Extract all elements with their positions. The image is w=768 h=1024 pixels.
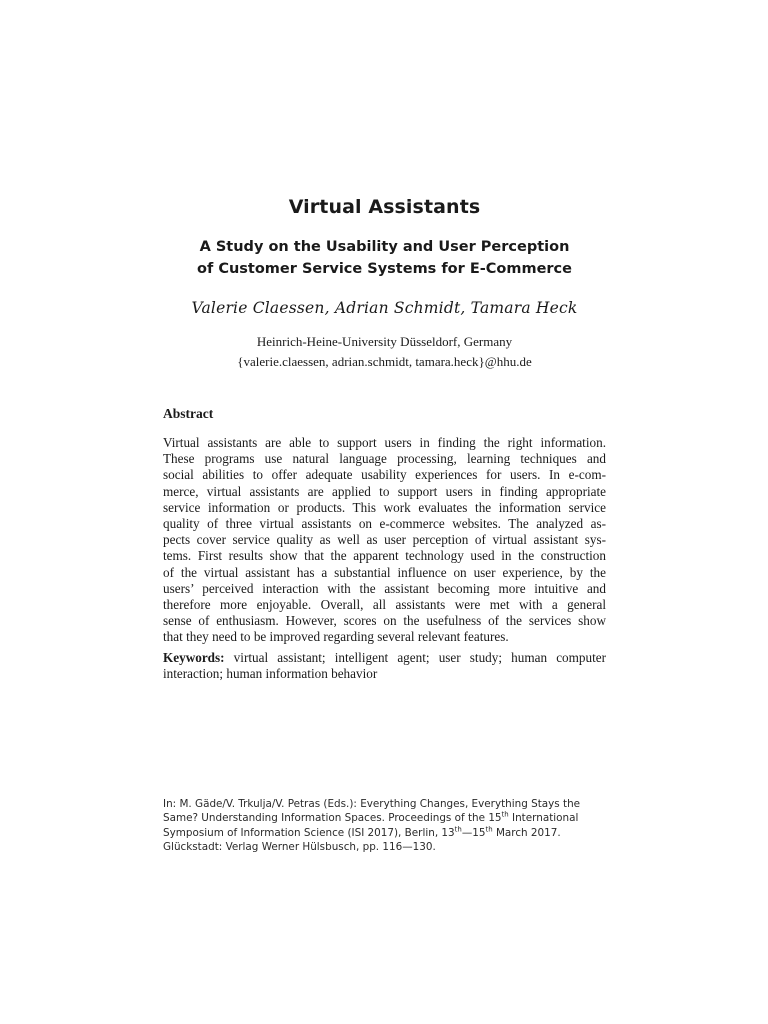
affiliation: Heinrich-Heine-University Düsseldorf, Germany xyxy=(256,334,513,349)
abstract-body xyxy=(163,435,606,645)
keywords-line-1 xyxy=(163,650,606,666)
citation-line-2 xyxy=(163,811,606,825)
citation-line-1: In: M. Gäde/V. Trkulja/V. Petras (Eds.): Everything Changes, Everything Stays the xyxy=(163,798,581,810)
citation-text: Same? Understanding Information Spaces. Proceedings of the 15 xyxy=(163,812,502,825)
citation-line-4: Glückstadt: Verlag Werner Hülsbusch, pp. 116—130. xyxy=(163,841,436,854)
citation-text: March 2017. xyxy=(492,826,561,839)
abstract-line: sense of enthusiasm. However, scores on the usefulness of the services show xyxy=(163,613,606,629)
abstract-line: therefore more enjoyable. Overall, all assistants were met with a general xyxy=(163,596,606,612)
subtitle-line-1: A Study on the Usability and User Perception xyxy=(199,239,570,255)
paper-title: Virtual Assistants xyxy=(288,196,481,218)
citation-text: —15 xyxy=(461,826,486,839)
abstract-line: pects cover service quality as well as user perception of virtual assistant sys- xyxy=(163,532,606,548)
abstract-line: social abilities to offer adequate usability experiences for users. In e-com- xyxy=(163,467,606,483)
author-emails: {valerie.claessen, adrian.schmidt, tamara.heck}@hhu.de xyxy=(237,354,532,369)
subtitle-line-2: of Customer Service Systems for E-Commerce xyxy=(197,261,572,277)
keywords-text-1: virtual assistant; intelligent agent; user study; human computer xyxy=(224,650,606,665)
abstract-heading: Abstract xyxy=(163,406,214,421)
citation-line-3 xyxy=(163,826,606,840)
citation-text: Symposium of Information Science (ISI 2017), Berlin, 13 xyxy=(163,826,455,839)
abstract-line: Virtual assistants are able to support users in finding the right information. xyxy=(163,435,606,450)
keywords-label: Keywords: xyxy=(163,650,225,665)
affiliation-block xyxy=(163,332,606,372)
paper-subtitle xyxy=(163,236,606,280)
abstract-line: that they need to be improved regarding several relevant features. xyxy=(163,629,509,645)
abstract-line: of the virtual assistant has a substantial influence on user experience, by the xyxy=(163,564,606,580)
keywords-line-2: interaction; human information behavior xyxy=(163,666,378,682)
citation-text: International xyxy=(508,812,579,825)
superscript: th xyxy=(454,825,462,834)
abstract-line: quality of three virtual assistants on e-commerce websites. The analyzed as- xyxy=(163,515,606,531)
superscript: th xyxy=(501,810,509,819)
abstract-line: service information or products. This work evaluates the information service xyxy=(163,499,606,515)
abstract-line: tems. First results show that the apparent technology used in the construction xyxy=(163,548,606,564)
citation-footnote xyxy=(163,797,606,855)
superscript: th xyxy=(485,825,493,834)
abstract-line: merce, virtual assistants are applied to support users in finding appropriate xyxy=(163,483,606,499)
abstract-line: These programs use natural language processing, learning techniques and xyxy=(163,451,606,467)
authors: Valerie Claessen, Adrian Schmidt, Tamara Heck xyxy=(191,299,578,317)
abstract-line: users’ perceived interaction with the assistant becoming more intuitive and xyxy=(163,580,606,596)
keywords-block xyxy=(163,650,606,682)
